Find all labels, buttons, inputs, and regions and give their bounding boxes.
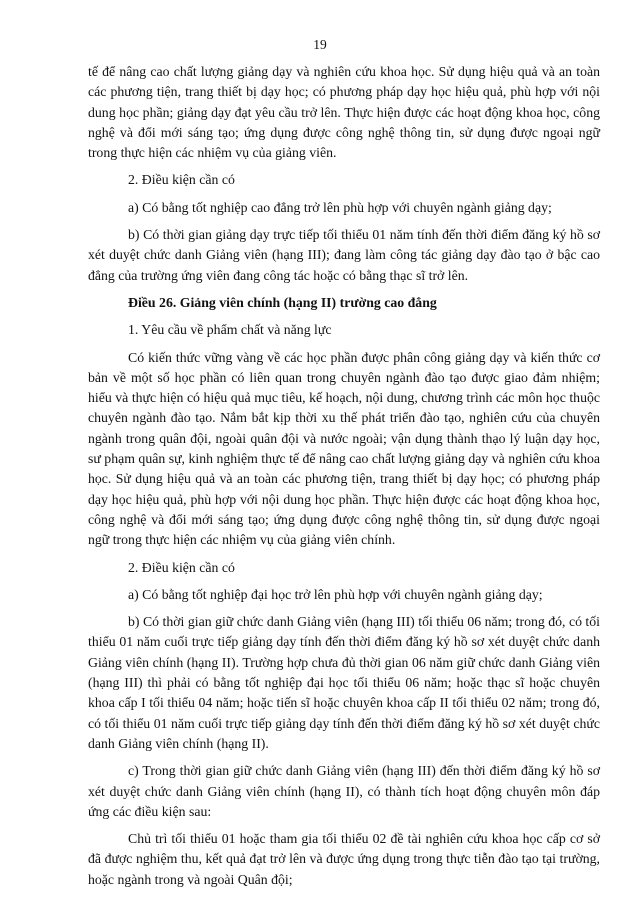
paragraph-qualities: Có kiến thức vững vàng về các học phần được phân công giảng dạy và kiến thức cơ bản về một số học phần có liên quan trong chuyên ngành đào tạo được giao đảm nhiệm; hiểu và thực hiện có hiệu quả mục tiêu, kế hoạch, nội dung, chương trình các môn học thuộc chuyên ngành đào tạo. Nắm bắt kịp thời xu thế phát triển đào tạo, nghiên cứu của chuyên ngành trong quân đội, ngoài quân đội và nước ngoài; vận dụng thành thạo lý luận dạy học, sư phạm quân sự, kinh nghiệm thực tế để nâng cao chất lượng giảng dạy và nghiên cứu khoa học. Sử dụng hiệu quả và an toàn các phương tiện, trang thiết bị dạy học; có phương pháp dạy học hiệu quả, phù hợp với nội dung học phần. Thực hiện được các hoạt động khoa học, công nghệ và đổi mới sáng tạo; ứng dụng được công nghệ thông tin, sử dụng được ngoại ngữ trong thực hiện các nhiệm vụ của giảng viên chính.: [88, 349, 600, 548]
section-requirements-heading: 2. Điều kiện cần có: [128, 172, 235, 188]
article-26-heading: Điều 26. Giảng viên chính (hạng II) trường cao đẳng: [128, 294, 437, 310]
condition-a: a) Có bằng tốt nghiệp đại học trở lên phù hợp với chuyên ngành giảng dạy;: [128, 586, 543, 602]
document-body: [88, 62, 600, 897]
condition-c-detail: Chủ trì tối thiểu 01 hoặc tham gia tối thiểu 02 đề tài nghiên cứu khoa học cấp cơ sở đã được nghiệm thu, kết quả đạt trở lên và được ứng dụng trong thực tiễn đào tạo tại trường, hoặc ngành trong và ngoài Quân đội;: [88, 831, 600, 887]
paragraph-continuation: tế để nâng cao chất lượng giảng dạy và nghiên cứu khoa học. Sử dụng hiệu quả và an toàn các phương tiện, trang thiết bị dạy học; có phương pháp dạy học hiệu quả, phù hợp với nội dung học phần; giảng dạy đạt yêu cầu trở lên. Thực hiện được các hoạt động khoa học, công nghệ và đổi mới sáng tạo; ứng dụng được công nghệ thông tin, sử dụng được ngoại ngữ trong thực hiện các nhiệm vụ của giảng viên.: [88, 64, 600, 161]
condition-b: b) Có thời gian giữ chức danh Giảng viên (hạng III) tối thiểu 06 năm; trong đó, có tối thiểu 01 năm cuối trực tiếp giảng dạy tính đến thời điểm đăng ký hồ sơ xét duyệt chức danh Giảng viên chính (hạng II). Trường hợp chưa đủ thời gian 06 năm giữ chức danh Giảng viên (hạng III) thì phải có bằng tốt nghiệp đại học tối thiểu 06 năm; hoặc thạc sĩ hoặc chuyên khoa cấp I tối thiểu 04 năm; hoặc tiến sĩ hoặc chuyên khoa cấp II tối thiểu 02 năm; trong đó, có tối thiểu 01 năm cuối trực tiếp giảng dạy tính đến thời điểm đăng ký hồ sơ xét duyệt chức danh Giảng viên chính (hạng II).: [88, 614, 600, 751]
condition-a: a) Có bằng tốt nghiệp cao đẳng trở lên phù hợp với chuyên ngành giảng dạy;: [128, 199, 552, 215]
condition-b: b) Có thời gian giảng dạy trực tiếp tối thiểu 01 năm tính đến thời điểm đăng ký hồ sơ xét duyệt chức danh Giảng viên (hạng III); đang làm công tác giảng dạy đào tạo ở bậc cao đẳng của trường ứng viên đang công tác hoặc có bằng thạc sĩ trở lên.: [88, 227, 600, 283]
section-qualities-heading: 1. Yêu cầu về phẩm chất và năng lực: [128, 322, 332, 338]
page-number: 19: [313, 37, 327, 52]
section-requirements-heading: 2. Điều kiện cần có: [128, 559, 235, 575]
condition-c: c) Trong thời gian giữ chức danh Giảng viên (hạng III) đến thời điểm đăng ký hồ sơ xét duyệt chức danh Giảng viên chính (hạng II), có thành tích hoạt động chuyên môn đáp ứng các điều kiện sau:: [88, 763, 600, 819]
